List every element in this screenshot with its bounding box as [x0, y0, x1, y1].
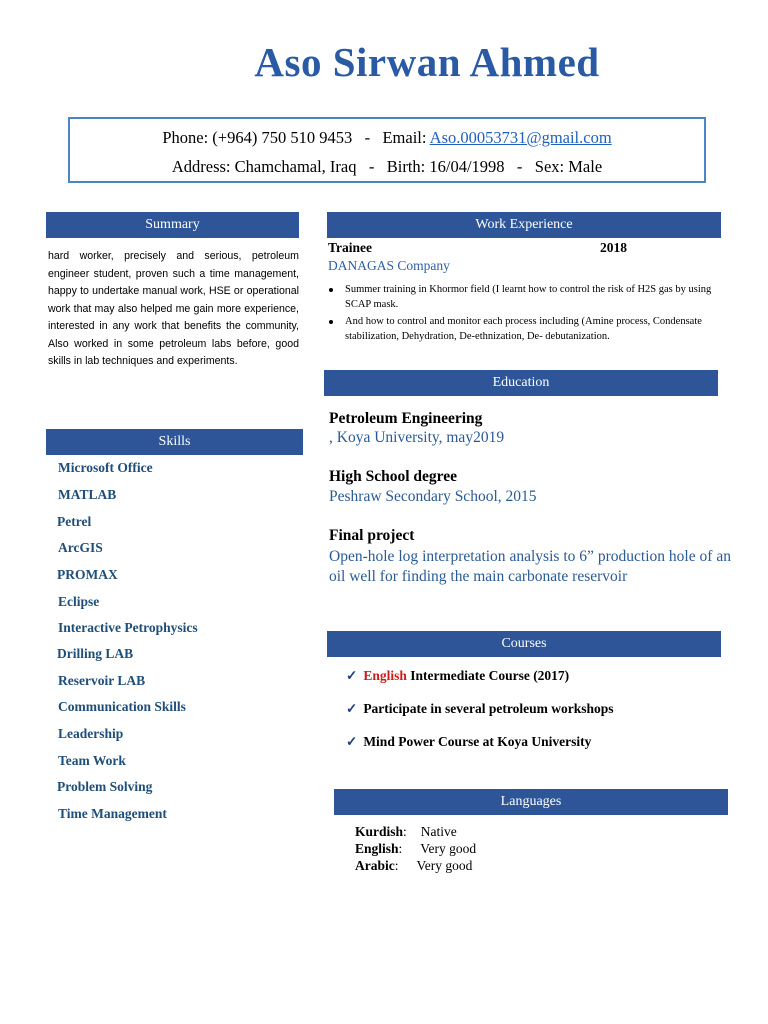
final-project-heading: Final project	[329, 527, 415, 544]
checkmark-icon: ✓	[346, 701, 358, 716]
work-bullet: And how to control and monitor each process including (Amine process, Condensate stabilization, Dehydration, De-ethnization, De- debutanization.	[328, 315, 728, 344]
checkmark-icon: ✓	[346, 734, 358, 749]
languages-header: Languages	[334, 789, 728, 815]
course-item	[346, 701, 614, 717]
course-item	[346, 734, 591, 750]
skill-item: Time Management	[58, 806, 167, 821]
course-text: Intermediate Course (2017)	[406, 668, 570, 683]
language-separator: :	[398, 841, 403, 856]
education-header: Education	[324, 370, 718, 396]
language-row	[355, 841, 476, 857]
education-degree-1: Petroleum Engineering	[329, 410, 483, 427]
language-level: Native	[420, 824, 457, 839]
final-project-text: Open-hole log interpretation analysis to 6” production hole of an oil well for finding the main carbonate reservoir	[329, 548, 731, 585]
course-highlight: English	[363, 668, 407, 683]
language-row	[355, 824, 457, 840]
language-name: English	[355, 841, 399, 856]
language-name: Kurdish	[355, 824, 404, 839]
language-level: Very good	[420, 841, 477, 856]
resume-name: Aso Sirwan Ahmed	[254, 39, 600, 85]
skill-item: Microsoft Office	[58, 460, 153, 475]
education-degree-2: High School degree	[329, 468, 458, 485]
skill-item: Team Work	[58, 753, 126, 768]
work-year: 2018	[600, 240, 627, 255]
skill-item: ArcGIS	[58, 540, 103, 555]
contact-phone-email-line	[70, 128, 704, 148]
language-separator: :	[394, 858, 399, 873]
course-text: Mind Power Course at Koya University	[363, 734, 592, 749]
work-experience-header: Work Experience	[327, 212, 721, 238]
course-item	[346, 668, 569, 684]
summary-text: hard worker, precisely and serious, petroleum engineer student, proven such a time management, happy to undertake manual work, HSE or operational work that may also helped me gain more experience, interested in any work that benefits the community, Also worked in some petroleum labs before, good skills in lab techniques and experiments.	[48, 250, 299, 367]
language-separator: :	[403, 824, 407, 839]
checkmark-icon: ✓	[346, 668, 358, 683]
course-text: Participate in several petroleum workshops	[363, 701, 614, 716]
contact-address-line: Address: Chamchamal, Iraq - Birth: 16/04/1998 - Sex: Male	[171, 157, 603, 176]
skill-item: Petrel	[57, 514, 92, 529]
skill-item: Eclipse	[58, 594, 100, 609]
language-level: Very good	[416, 858, 473, 873]
work-company: DANAGAS Company	[328, 258, 450, 273]
language-row	[355, 858, 472, 874]
work-title: Trainee	[328, 240, 372, 255]
skill-item: Drilling LAB	[57, 646, 134, 661]
education-school-2: Peshraw Secondary School, 2015	[329, 488, 537, 505]
skill-item: PROMAX	[57, 567, 118, 582]
language-name: Arabic	[355, 858, 395, 873]
contact-phone: Phone: (+964) 750 510 9453 - Email:	[162, 128, 430, 147]
work-bullets	[328, 283, 728, 347]
contact-box	[68, 117, 706, 183]
skill-item: Problem Solving	[57, 779, 153, 794]
courses-header: Courses	[327, 631, 721, 657]
skill-item: Interactive Petrophysics	[58, 620, 198, 635]
skills-header: Skills	[46, 429, 303, 455]
summary-header: Summary	[46, 212, 299, 238]
contact-email-link[interactable]: Aso.00053731@gmail.com	[429, 128, 612, 147]
skill-item: MATLAB	[58, 487, 117, 502]
education-school-1: , Koya University, may2019	[329, 429, 505, 446]
skill-item: Leadership	[58, 726, 124, 741]
work-bullet: Summer training in Khormor field (I learnt how to control the risk of H2S gas by using SCAP mask.	[328, 283, 728, 312]
skill-item: Reservoir LAB	[58, 673, 146, 688]
skill-item: Communication Skills	[58, 699, 186, 714]
